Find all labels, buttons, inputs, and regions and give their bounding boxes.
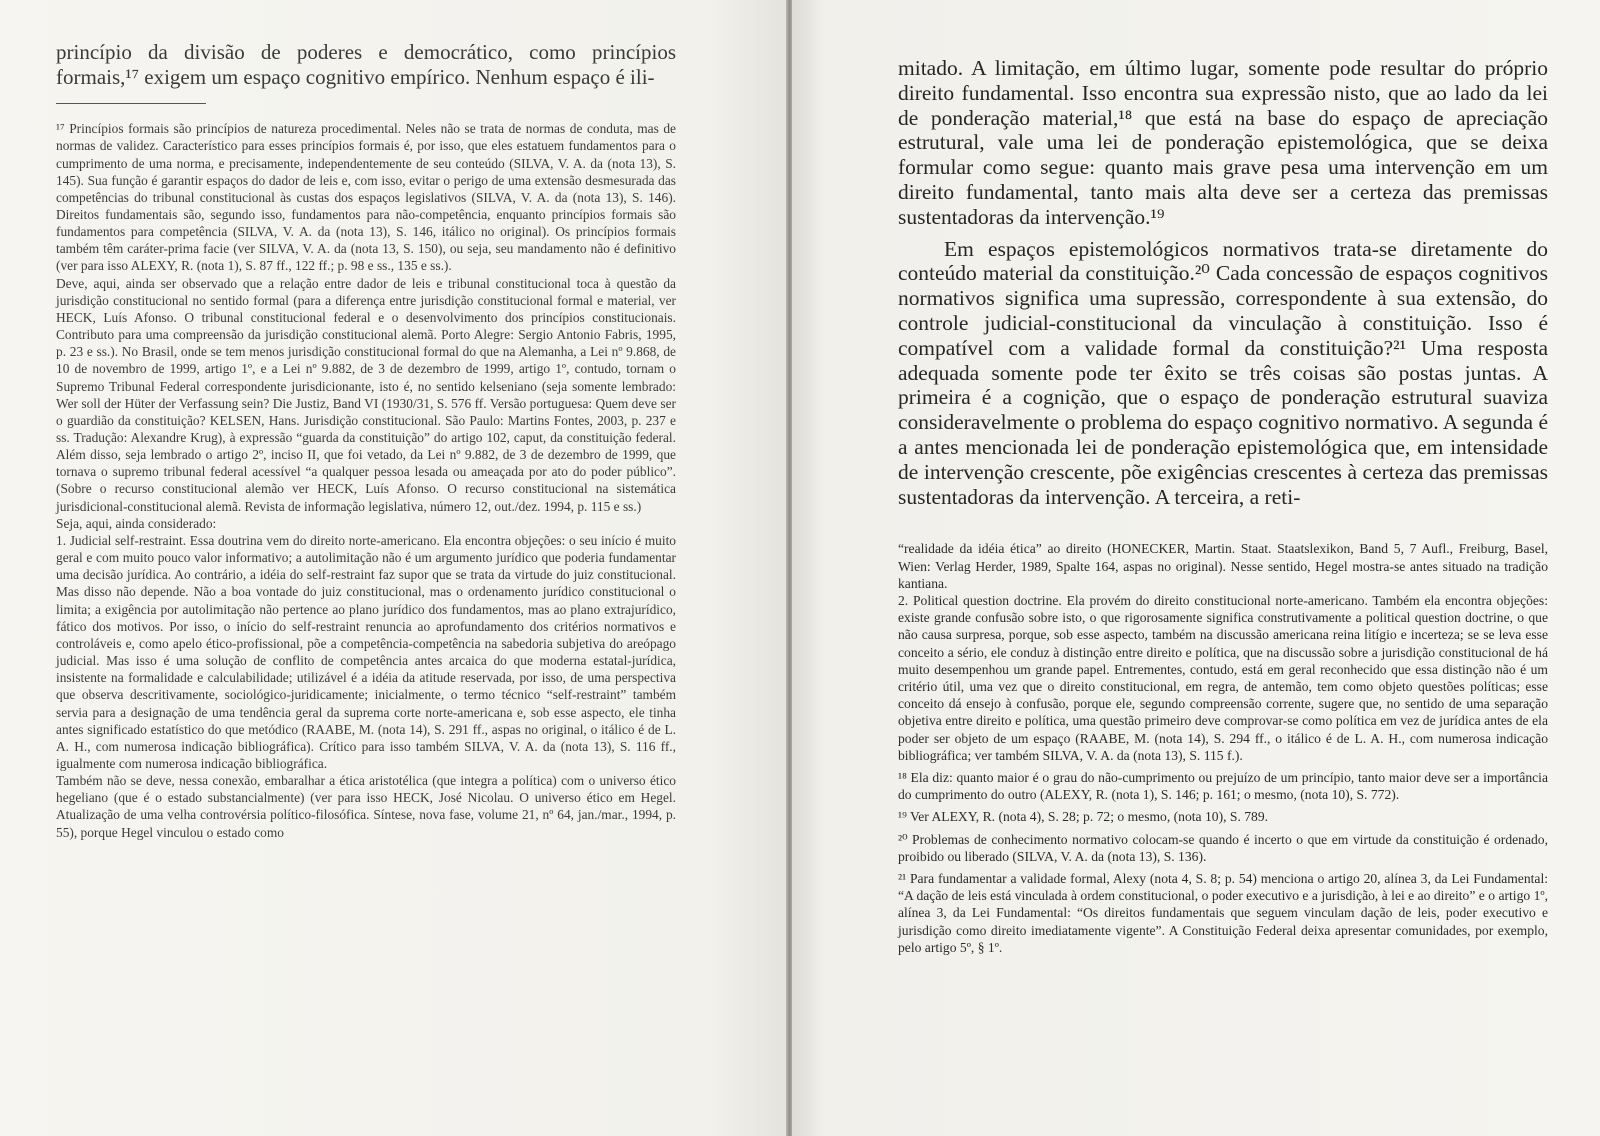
right-body-paragraph-1: mitado. A limitação, em último lugar, somente pode resultar do próprio direito fundamental. Isso encontra sua expressão nisto, que ao lado da lei de ponderação material,¹⁸ que está na base do espaço de apreciação estrutural, vale uma lei de ponderação epistemológica, que se deixa formular como segue: quanto mais grave pesa uma intervenção em um direito fundamental, tanto mais alta deve ser a certeza das premissas sustentadoras da intervenção.¹⁹ (898, 56, 1548, 229)
footnote-20: ²⁰ Problemas de conhecimento normativo colocam-se quando é incerto o que em virtude da constituição é ordenado, proibido ou liberado (SILVA, V. A. da (nota 13), S. 136). (898, 831, 1548, 864)
footnote-21: ²¹ Para fundamentar a validade formal, Alexy (nota 4, S. 8; p. 54) menciona o artigo 20, alínea 3, da Lei Fundamental: “A dação de leis está vinculada à ordem constitucional, o poder executivo e a jurisdição, à lei e ao direito” e o artigo 1º, alínea 3, da Lei Fundamental: “Os direitos fundamentais que seguem vinculam dação de leis, poder executivo e jurisdição como direito imediatamente vigente”. A Constituição Federal deixa apresentar comunidades, por exemplo, pelo artigo 5º, § 1º. (898, 871, 1548, 955)
left-page (0, 0, 790, 1136)
right-body-paragraph-2: Em espaços epistemológicos normativos trata-se diretamente do conteúdo material da constituição.²⁰ Cada concessão de espaços cognitivos normativos significa uma supressão, correspondente à sua extensão, do controle judicial-constitucional da vinculação à constituição. Isso é compatível com a validade formal da constituição?²¹ Uma resposta adequada somente pode ter êxito se três coisas são postas juntas. A primeira é a cognição, que o espaço de ponderação estrutural suaviza consideravelmente o problema do espaço cognitivo normativo. A segunda é a antes mencionada lei de ponderação epistemológica que, em intensidade de intervenção crescente, põe exigências crescentes à certeza das premissas sustentadoras da intervenção. A terceira, a reti- (898, 236, 1548, 509)
footnote-17-para-deve: Deve, aqui, ainda ser observado que a relação entre dador de leis e tribunal constitucional toca à questão da jurisdição constitucional no sentido formal (para a diferença entre jurisdição constitucional formal e material, ver HECK, Luís Afonso. O tribunal constitucional federal e o desenvolvimento dos princípios constitucionais. Contributo para uma compreensão da jurisdição constitucional alemã. Porto Alegre: Sergio Antonio Fabris, 1995, p. 23 e ss.). No Brasil, onde se tem menos jurisdição constitucional formal do que na Alemanha, a Lei nº 9.868, de 10 de novembro de 1999, artigo 1º, e a Lei nº 9.882, de 3 de dezembro de 1999, artigo 1º, contudo, tornam o Supremo Tribunal Federal correspondente jurisdicionante, isto é, no sentido kelseniano (seja somente lembrado: Wer soll der Hüter der Verfassung sein? Die Justiz, Band VI (1930/31, S. 576 ff. Versão portuguesa: Quem deve ser o guardião da constituição? KELSEN, Hans. Jurisdição constitucional. São Paulo: Martins Fontes, 2003, p. 237 e ss. Tradução: Alexandre Krug), à expressão “guarda da constituição” do artigo 102, caput, da constituição federal. Além disso, seja lembrado o artigo 2º, inciso II, que foi vetado, da Lei nº 9.882, de 3 de dezembro de 1999, que tornava o supremo tribunal federal acessível “a qualquer pessoa lesada ou ameaçada por ato do poder público”. (Sobre o recurso constitucional alemão ver HECK, Luís Afonso. O recurso constitucional na sistemática jurisdicional-constitucional alemã. Revista de informação legislativa, número 12, out./dez. 1994, p. 115 e ss.) (56, 275, 676, 514)
right-footnotes (898, 540, 1548, 956)
footnote-17-para-seja: Seja, aqui, ainda considerado: (56, 515, 217, 531)
footnote-18: ¹⁸ Ela diz: quanto maior é o grau do não-cumprimento ou prejuízo de um princípio, tanto maior deve ser a importância do cumprimento do outro (ALEXY, R. (nota 1), S. 146; p. 161; o mesmo, (nota 10), S. 772). (898, 769, 1548, 803)
right-page (792, 0, 1600, 1136)
left-column (56, 40, 676, 841)
footnote-17-para-tambem: Também não se deve, nessa conexão, embaralhar a ética aristotélica (que integra a política) com o universo ético hegeliano (que é o estado substancialmente) (ver para isso HECK, José Nicolau. O universo ético em Hegel. Atualização de uma velha controvérsia político-filosófica. Síntese, nova fase, volume 21, nº 64, jan./mar., 1994, p. 55), porque Hegel vinculou o estado como (56, 773, 676, 840)
footnote-item-2: 2. Political question doctrine. Ela provém do direito constitucional norte-americano. Também ela encontra objeções: existe grande confusão sobre isto, o que rigorosamente significa construtivamente a political question doctrine, o que não causa surpresa, porque, sob esse aspecto, também na discussão americana reina litígio e incerteza; se se leva esse conceito a sério, ele conduz à distinção entre direito e política, que na discussão sobre a jurisdição constitucional de há muito desempenhou um grande papel. Entrementes, contudo, está em geral reconhecido que essa distinção não é um critério útil, uma vez que o direito constitucional, em regra, de antemão, tem como objeto questões políticas; esse conceito dá ensejo à confusão, porque ele, segundo compreensão corrente, sugere que, no sentido de uma separação objetiva entre direito e política, uma questão primeiro deve comprovar-se como política em vez de jurídica antes de ela poder ser objeto de um espaço (RAABE, M. (nota 14), S. 294 ff., o itálico é de L. A. H., com numerosa indicação bibliográfica; ver também SILVA, V. A. da (nota 13), S. 115 f.). (898, 592, 1548, 763)
left-body-text: princípio da divisão de poderes e democrático, como princípios formais,¹⁷ exigem um espaço cognitivo empírico. Nenhum espaço é ili- (56, 40, 676, 89)
footnote-17: ¹⁷ Princípios formais são princípios de natureza procedimental. Neles não se trata de normas de conduta, mas de normas de validez. Característico para esses princípios formais é, por isso, que eles estatuem fundamentos para o cumprimento de uma norma, e precisamente, independentemente de seu conteúdo (SILVA, V. A. da (nota 13), S. 145). Sua função é garantir espaços do dador de leis e, com isso, evitar o perigo de uma extensão desmesurada das competências do tribunal constitucional às custas dos espaços legislativos (SILVA, V. A. da (nota 13), S. 146). Direitos fundamentais são, segundo isso, fundamentos para não-competência, enquanto princípios formais são fundamentos para competência (SILVA, V. A. da (nota 13), S. 146, itálico no original). Os princípios formais também têm caráter-prima facie (ver SILVA, V. A. da (nota 13, S. 150), ou seja, seu mandamento não é definitivo (ver para isso ALEXY, R. (nota 1), S. 87 ff., 122 ff.; p. 98 e ss., 135 e ss.). (56, 121, 676, 274)
footnote-19: ¹⁹ Ver ALEXY, R. (nota 4), S. 28; p. 72; o mesmo, (nota 10), S. 789. (898, 809, 1269, 825)
footnote-continuation: “realidade da idéia ética” ao direito (HONECKER, Martin. Staat. Staatslexikon, Band 5, 7 Aufl., Freiburg, Basel, Wien: Verlag Herder, 1989, Spalte 164, aspas no original). Nesse sentido, Hegel mostra-se antes situado na tradição kantiana. (898, 541, 1548, 591)
footnote-separator (56, 103, 206, 104)
right-column (898, 56, 1548, 956)
footnote-17-item-1: 1. Judicial self-restraint. Essa doutrina vem do direito norte-americano. Ela encontra objeções: o seu início é muito geral e com muito pouco valor informativo; a autolimitação não é um argumento jurídico que poderia fundamentar uma decisão jurídica. Ao contrário, a idéia do self-restraint faz supor que se trata da virtude do juiz constitucional. Mas disso não depende. Não a boa vontade do juiz constitucional, mas o ordenamento jurídico constitucional o limita; a exigência por autolimitação não pertence ao plano jurídico dos fundamentos, mas ao plano extrajurídico, fático dos motivos. Por isso, o início do self-restraint renuncia ao aprofundamento dos critérios normativos e controláveis e, como apelo ético-profissional, põe a competência-competência na sabedoria subjetiva do areópago judicial. Mas isso é uma solução de conflito de competência antes arcaica do que moderna estatal-jurídica, insistente na formalidade e calculabilidade; utilizável é a idéia da atitude reservada, por isso, de uma perspectiva que observa descritivamente, sociológico-juridicamente; inicialmente, o termo técnico “self-restraint” também servia para a designação de uma tendência geral da suprema corte norte-americana e, sob esse aspecto, ele tinha antes significado estatístico do que metódico (RAABE, M. (nota 14), S. 291 ff., aspas no original, o itálico é de L. A. H., com numerosa indicação bibliográfica). Crítico para isso também SILVA, V. A. da (nota 13), S. 116 ff., igualmente com numerosa indicação bibliográfica. (56, 532, 676, 771)
